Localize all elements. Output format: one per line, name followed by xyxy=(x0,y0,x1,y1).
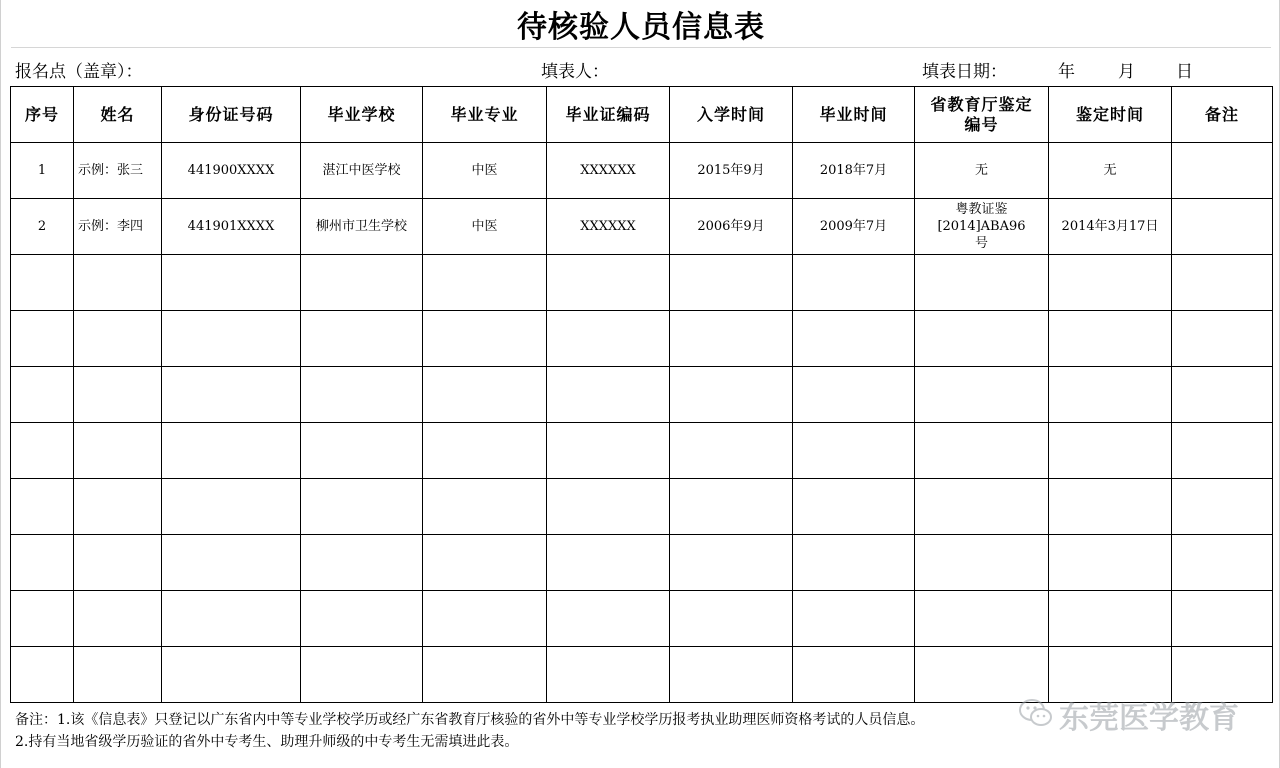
empty-cell[interactable] xyxy=(915,255,1049,311)
empty-cell[interactable] xyxy=(11,647,74,703)
header-cell[interactable]: 鉴定时间 xyxy=(1049,87,1172,143)
empty-cell[interactable] xyxy=(301,479,423,535)
empty-cell[interactable] xyxy=(670,591,793,647)
empty-cell[interactable] xyxy=(423,367,547,423)
table-row xyxy=(11,199,1273,255)
empty-table-row xyxy=(11,311,1273,367)
empty-cell[interactable] xyxy=(793,311,915,367)
empty-cell[interactable] xyxy=(547,367,670,423)
personnel-table xyxy=(10,86,1273,703)
empty-cell[interactable] xyxy=(1049,367,1172,423)
empty-table-row xyxy=(11,255,1273,311)
table-cell[interactable]: 2006年9月 xyxy=(670,199,793,255)
empty-cell[interactable] xyxy=(74,479,162,535)
empty-cell[interactable] xyxy=(1049,535,1172,591)
header-cell[interactable]: 省教育厅鉴定编号 xyxy=(915,87,1049,143)
empty-cell[interactable] xyxy=(670,535,793,591)
empty-cell[interactable] xyxy=(162,535,301,591)
empty-cell[interactable] xyxy=(793,647,915,703)
empty-cell[interactable] xyxy=(162,367,301,423)
fill-date-label: 填表日期： xyxy=(922,62,1007,82)
watermark xyxy=(1019,693,1239,737)
empty-cell[interactable] xyxy=(670,479,793,535)
empty-table-row xyxy=(11,591,1273,647)
empty-cell[interactable] xyxy=(162,311,301,367)
empty-cell[interactable] xyxy=(1049,479,1172,535)
empty-cell[interactable] xyxy=(301,367,423,423)
empty-cell[interactable] xyxy=(423,311,547,367)
empty-cell[interactable] xyxy=(1172,255,1273,311)
day-label: 日 xyxy=(1176,62,1193,82)
table-cell[interactable]: 1 xyxy=(11,143,74,199)
empty-cell[interactable] xyxy=(301,647,423,703)
table-header-row xyxy=(11,87,1273,143)
empty-cell[interactable] xyxy=(1049,423,1172,479)
empty-cell[interactable] xyxy=(547,591,670,647)
year-label: 年 xyxy=(1058,62,1075,82)
empty-cell[interactable] xyxy=(301,423,423,479)
table-cell[interactable]: 示例：李四 xyxy=(74,199,162,255)
table-cell[interactable] xyxy=(1172,143,1273,199)
empty-cell[interactable] xyxy=(1049,255,1172,311)
table-row xyxy=(11,143,1273,199)
empty-cell[interactable] xyxy=(301,591,423,647)
empty-cell[interactable] xyxy=(1172,423,1273,479)
empty-cell[interactable] xyxy=(547,255,670,311)
empty-cell[interactable] xyxy=(793,423,915,479)
registration-point-label: 报名点（盖章）： xyxy=(15,62,143,82)
header-cell[interactable]: 毕业时间 xyxy=(793,87,915,143)
empty-cell[interactable] xyxy=(915,591,1049,647)
watermark-text: 东莞医学教育 xyxy=(1059,701,1239,736)
empty-cell[interactable] xyxy=(1172,591,1273,647)
empty-cell[interactable] xyxy=(74,647,162,703)
empty-cell[interactable] xyxy=(547,423,670,479)
table-cell[interactable]: 无 xyxy=(915,143,1049,199)
title-row xyxy=(11,0,1271,48)
empty-cell[interactable] xyxy=(162,591,301,647)
empty-cell[interactable] xyxy=(793,367,915,423)
month-label: 月 xyxy=(1118,62,1135,82)
empty-table-row xyxy=(11,367,1273,423)
empty-cell[interactable] xyxy=(423,479,547,535)
empty-cell[interactable] xyxy=(11,367,74,423)
empty-cell[interactable] xyxy=(162,423,301,479)
table-cell[interactable]: 粤教证鉴[2014]ABA96号 xyxy=(915,199,1049,255)
header-cell[interactable]: 备注 xyxy=(1172,87,1273,143)
empty-cell[interactable] xyxy=(423,255,547,311)
header-cell[interactable]: 毕业证编码 xyxy=(547,87,670,143)
empty-cell[interactable] xyxy=(11,591,74,647)
empty-cell[interactable] xyxy=(301,535,423,591)
empty-cell[interactable] xyxy=(670,367,793,423)
empty-cell[interactable] xyxy=(547,479,670,535)
empty-cell[interactable] xyxy=(423,423,547,479)
header-cell[interactable]: 毕业专业 xyxy=(423,87,547,143)
empty-cell[interactable] xyxy=(423,591,547,647)
header-cell[interactable]: 序号 xyxy=(11,87,74,143)
empty-cell[interactable] xyxy=(1049,311,1172,367)
empty-table-row xyxy=(11,479,1273,535)
header-cell[interactable]: 身份证号码 xyxy=(162,87,301,143)
empty-cell[interactable] xyxy=(670,255,793,311)
empty-cell[interactable] xyxy=(547,311,670,367)
empty-cell[interactable] xyxy=(301,311,423,367)
table-cell[interactable]: 湛江中医学校 xyxy=(301,143,423,199)
table-cell[interactable]: 441901XXXX xyxy=(162,199,301,255)
header-cell[interactable]: 毕业学校 xyxy=(301,87,423,143)
table-cell[interactable]: 2014年3月17日 xyxy=(1049,199,1172,255)
table-cell[interactable]: 中医 xyxy=(423,199,547,255)
empty-cell[interactable] xyxy=(670,423,793,479)
empty-cell[interactable] xyxy=(670,311,793,367)
table-cell[interactable]: 2009年7月 xyxy=(793,199,915,255)
empty-cell[interactable] xyxy=(301,255,423,311)
empty-cell[interactable] xyxy=(11,479,74,535)
table-cell[interactable]: 无 xyxy=(1049,143,1172,199)
filler-label: 填表人： xyxy=(541,62,609,82)
empty-cell[interactable] xyxy=(74,423,162,479)
empty-cell[interactable] xyxy=(670,647,793,703)
empty-cell[interactable] xyxy=(793,479,915,535)
empty-cell[interactable] xyxy=(1172,479,1273,535)
table-cell[interactable]: XXXXXX xyxy=(547,143,670,199)
empty-cell[interactable] xyxy=(1172,535,1273,591)
empty-cell[interactable] xyxy=(915,311,1049,367)
table-cell[interactable]: 2018年7月 xyxy=(793,143,915,199)
table-cell[interactable]: 441900XXXX xyxy=(162,143,301,199)
empty-cell[interactable] xyxy=(74,367,162,423)
empty-cell[interactable] xyxy=(793,255,915,311)
empty-cell[interactable] xyxy=(423,535,547,591)
empty-cell[interactable] xyxy=(74,311,162,367)
header-cell[interactable]: 入学时间 xyxy=(670,87,793,143)
empty-cell[interactable] xyxy=(162,647,301,703)
table-cell[interactable] xyxy=(1172,199,1273,255)
empty-cell[interactable] xyxy=(11,535,74,591)
table-cell[interactable]: 2015年9月 xyxy=(670,143,793,199)
empty-cell[interactable] xyxy=(915,535,1049,591)
page-title: 待核验人员信息表 xyxy=(517,9,765,45)
empty-cell[interactable] xyxy=(547,535,670,591)
empty-cell[interactable] xyxy=(11,423,74,479)
empty-cell[interactable] xyxy=(74,255,162,311)
empty-cell[interactable] xyxy=(423,647,547,703)
table-cell[interactable]: 2 xyxy=(11,199,74,255)
note-line-1: 备注：1.该《信息表》只登记以广东省内中等专业学校学历或经广东省教育厅核验的省外中等专业学校学历报考执业助理医师资格考试的人员信息。 xyxy=(15,712,925,728)
empty-cell[interactable] xyxy=(1172,311,1273,367)
empty-cell[interactable] xyxy=(915,423,1049,479)
empty-cell[interactable] xyxy=(793,591,915,647)
empty-cell[interactable] xyxy=(74,591,162,647)
empty-cell[interactable] xyxy=(162,479,301,535)
empty-cell[interactable] xyxy=(11,311,74,367)
table-cell[interactable]: 中医 xyxy=(423,143,547,199)
table-cell[interactable]: 柳州市卫生学校 xyxy=(301,199,423,255)
empty-cell[interactable] xyxy=(915,367,1049,423)
empty-table-row xyxy=(11,423,1273,479)
empty-table-row xyxy=(11,535,1273,591)
table-cell[interactable]: 示例：张三 xyxy=(74,143,162,199)
empty-cell[interactable] xyxy=(915,479,1049,535)
note-line-2: 2.持有当地省级学历验证的省外中专考生、助理升师级的中专考生无需填进此表。 xyxy=(15,734,519,750)
table-cell[interactable]: XXXXXX xyxy=(547,199,670,255)
wechat-icon xyxy=(1019,698,1053,732)
empty-cell[interactable] xyxy=(74,535,162,591)
empty-cell[interactable] xyxy=(1172,367,1273,423)
empty-cell[interactable] xyxy=(1049,591,1172,647)
empty-cell[interactable] xyxy=(793,535,915,591)
empty-cell[interactable] xyxy=(162,255,301,311)
info-row xyxy=(11,48,1271,86)
empty-cell[interactable] xyxy=(11,255,74,311)
header-cell[interactable]: 姓名 xyxy=(74,87,162,143)
empty-cell[interactable] xyxy=(547,647,670,703)
